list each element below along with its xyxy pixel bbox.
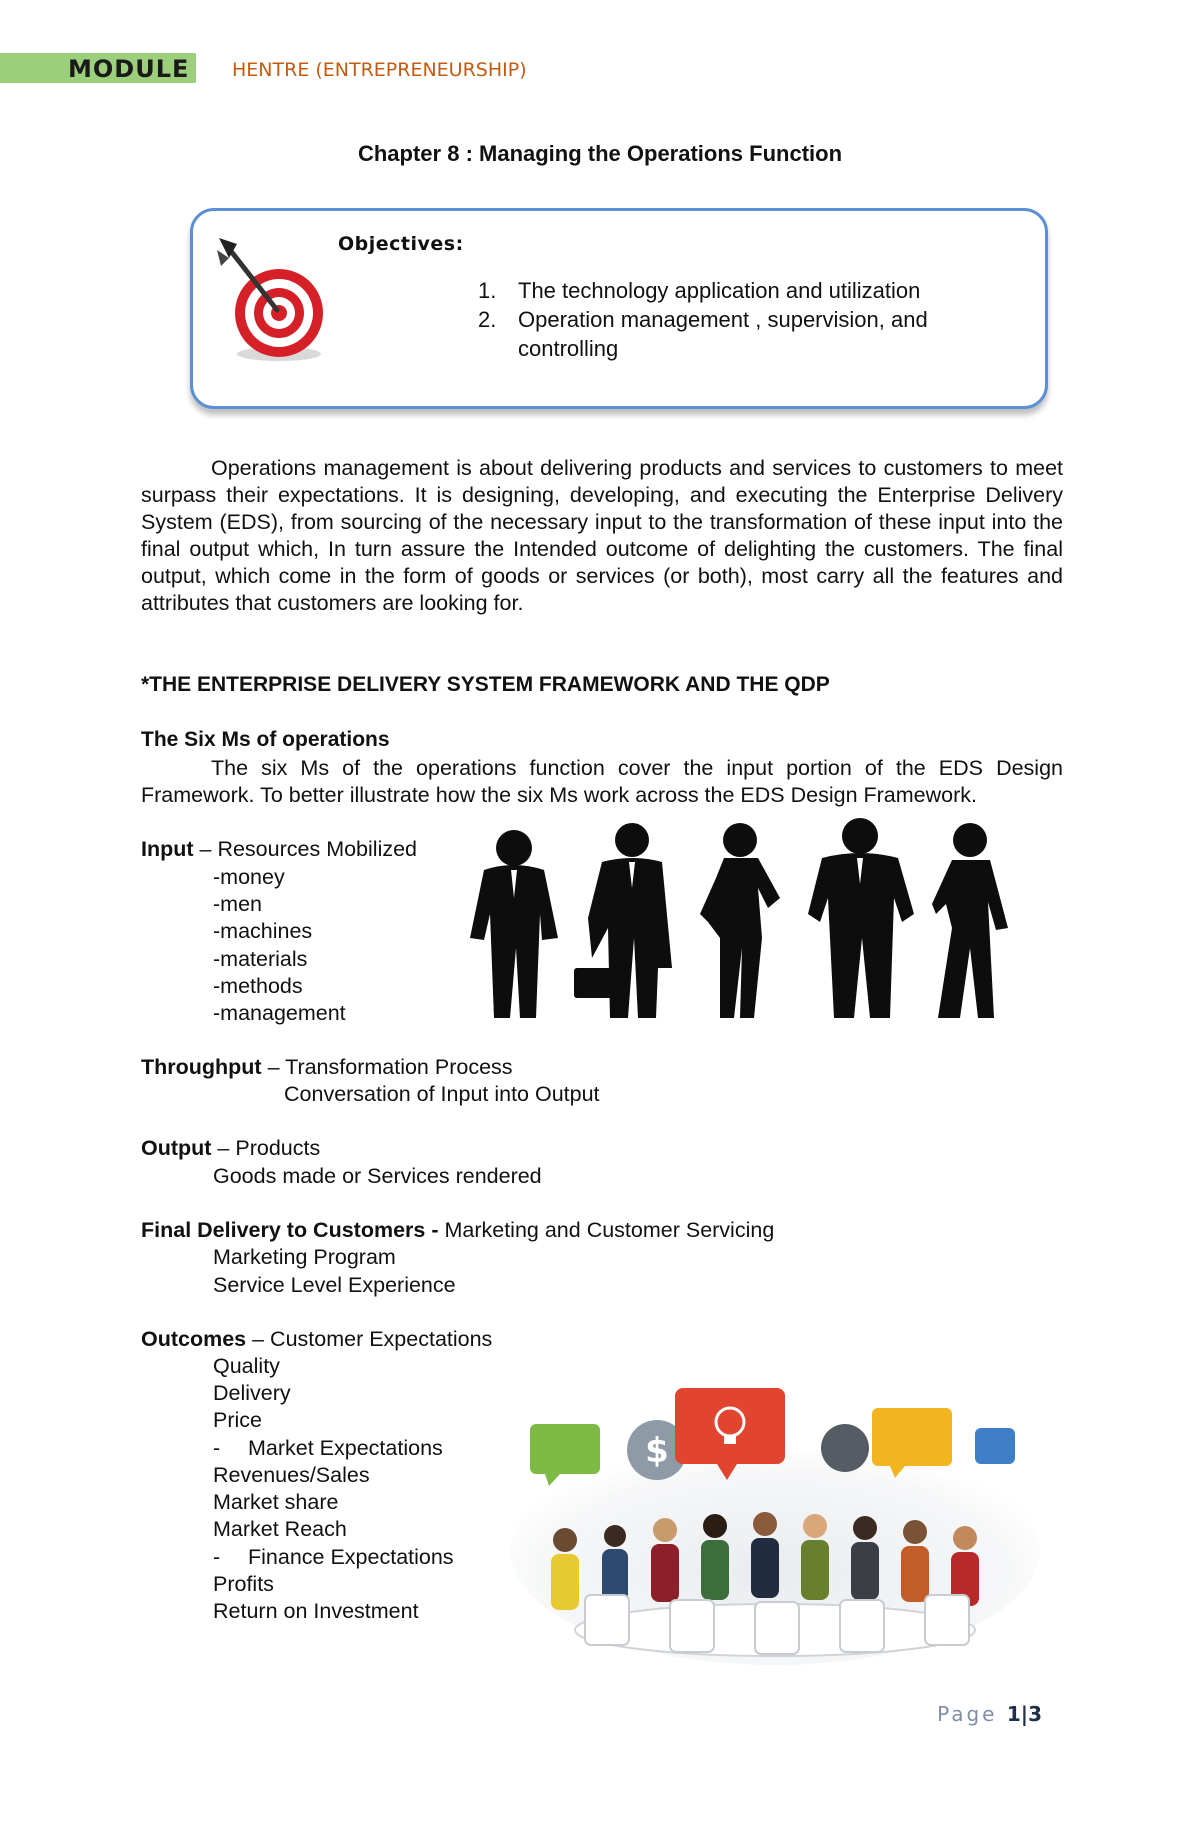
paperclip-bubble-icon xyxy=(821,1424,869,1472)
outcomes-label: Outcomes xyxy=(141,1327,247,1351)
market-expectations-heading: - Market Expectations xyxy=(213,1436,443,1460)
intro-paragraph xyxy=(141,455,1063,617)
finance-expectations-heading: - Finance Expectations xyxy=(213,1545,454,1569)
outcome-item: Delivery xyxy=(213,1381,291,1405)
objectives-list xyxy=(478,276,998,363)
final-delivery-desc: Marketing and Customer Servicing xyxy=(438,1218,775,1242)
market-item: Revenues/Sales xyxy=(213,1463,370,1487)
outcome-item: Quality xyxy=(213,1354,280,1378)
objective-text-continuation: controlling xyxy=(518,336,619,361)
outcomes-desc: – Customer Expectations xyxy=(246,1327,493,1351)
current-page-number: 1 xyxy=(1006,1702,1021,1726)
objective-item-continuation xyxy=(478,334,998,363)
svg-text:$: $ xyxy=(645,1431,669,1471)
objectives-title: Objectives: xyxy=(338,233,464,255)
input-desc: – Resources Mobilized xyxy=(193,837,418,861)
outcomes-line xyxy=(141,1326,492,1353)
input-item: -money xyxy=(213,865,285,889)
final-delivery-item: Service Level Experience xyxy=(213,1273,456,1297)
course-title: HENTRE (ENTREPRENEURSHIP) xyxy=(232,59,527,81)
objective-item xyxy=(478,305,998,334)
final-delivery-label: Final Delivery to Customers - xyxy=(141,1218,439,1242)
target-icon xyxy=(215,236,330,366)
intro-text: Operations management is about delivering products and services to customers to meet surpass their expectations. It is designing, developing, and executing the Enterprise Delivery System (EDS), from sourcing of the necessary input to the transformation of these input into the final output which, In turn assure the Intended outcome of delighting the customers. The final output, which come in the form of goods or services (or both), most carry all the features and attributes that customers are looking for. xyxy=(141,456,1063,615)
output-line xyxy=(141,1135,320,1162)
module-tab xyxy=(0,53,196,83)
six-ms-paragraph xyxy=(141,755,1063,809)
six-ms-text: The six Ms of the operations function cover the input portion of the EDS Design Framework. To better illustrate how the six Ms work across the EDS Design Framework. xyxy=(141,756,1063,807)
input-item: -machines xyxy=(213,919,313,943)
chapter-title: Chapter 8 : Managing the Operations Function xyxy=(357,141,843,166)
page-footer xyxy=(937,1702,1042,1726)
throughput-line xyxy=(141,1054,513,1081)
output-label: Output xyxy=(141,1136,212,1160)
market-item: Market Reach xyxy=(213,1517,347,1541)
output-desc: – Products xyxy=(211,1136,321,1160)
throughput-desc: – Transformation Process xyxy=(261,1055,513,1079)
final-delivery-item: Marketing Program xyxy=(213,1245,396,1269)
objective-number: 1. xyxy=(478,278,497,303)
input-item: -methods xyxy=(213,974,303,998)
team-meeting-image xyxy=(505,1380,1045,1670)
objective-item xyxy=(478,276,998,305)
page-word: Page xyxy=(937,1702,998,1726)
input-line xyxy=(141,836,417,863)
final-delivery-line xyxy=(141,1217,774,1244)
module-label: MODULE xyxy=(68,55,190,83)
objective-number: 2. xyxy=(478,307,497,332)
total-pages: 3 xyxy=(1028,1702,1042,1726)
six-ms-heading: The Six Ms of operations xyxy=(141,728,390,751)
throughput-label: Throughput xyxy=(141,1055,262,1079)
objective-text: The technology application and utilization xyxy=(518,278,921,303)
input-item: -men xyxy=(213,892,262,916)
page-separator: | xyxy=(1020,1702,1029,1726)
input-label: Input xyxy=(141,837,194,861)
throughput-detail: Conversation of Input into Output xyxy=(284,1082,600,1106)
bullet-dash: - xyxy=(213,1545,221,1569)
outcome-item: Price xyxy=(213,1408,262,1432)
input-item: -materials xyxy=(213,947,308,971)
chart-bubble-icon xyxy=(975,1428,1015,1464)
objective-text: Operation management , supervision, and xyxy=(518,307,928,332)
finance-item: Return on Investment xyxy=(213,1599,419,1623)
market-item: Market share xyxy=(213,1490,339,1514)
business-people-silhouettes-image xyxy=(462,818,1044,1024)
input-item: -management xyxy=(213,1001,346,1025)
output-detail: Goods made or Services rendered xyxy=(213,1164,542,1188)
framework-heading: *THE ENTERPRISE DELIVERY SYSTEM FRAMEWORK AND THE QDP xyxy=(141,673,830,696)
bullet-dash: - xyxy=(213,1436,221,1460)
finance-item: Profits xyxy=(213,1572,274,1596)
